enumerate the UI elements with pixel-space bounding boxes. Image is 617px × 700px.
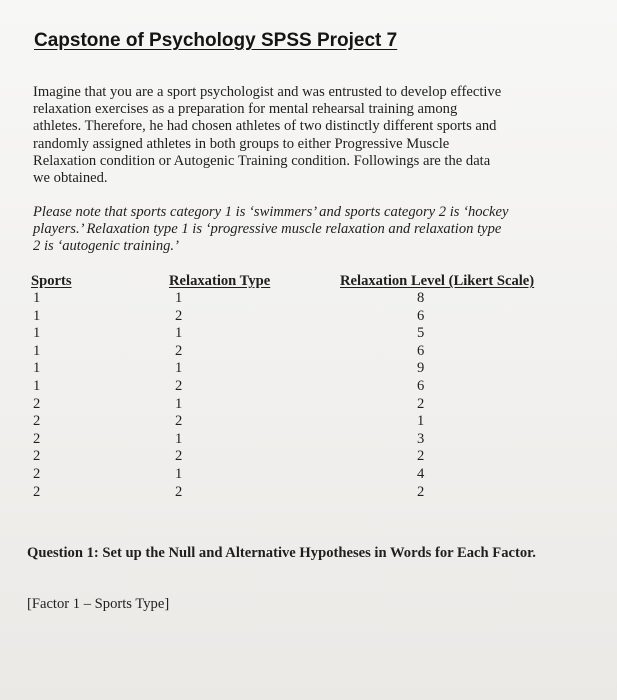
sports-cell: 2: [33, 483, 41, 500]
relaxation-cell: 2: [175, 413, 183, 430]
relaxation-cell: 2: [175, 377, 183, 394]
header-relaxation-level: Relaxation Level (Likert Scale): [340, 273, 535, 289]
sports-cell: 2: [33, 395, 41, 412]
relaxation-cell: 1: [175, 465, 183, 482]
intro-line: athletes. Therefore, he had chosen athletes of two distinctly different sports and: [33, 118, 497, 135]
relaxation-type-column: [175, 290, 182, 501]
relaxation-cell: 2: [175, 307, 183, 324]
level-cell: 5: [417, 325, 425, 342]
level-cell: 9: [417, 360, 425, 377]
level-cell: 6: [417, 342, 425, 359]
level-cell: 8: [417, 290, 425, 306]
level-cell: 2: [417, 395, 425, 412]
intro-line: Relaxation condition or Autogenic Training condition. Followings are the data: [33, 152, 491, 169]
intro-line: randomly assigned athletes in both groups to either Progressive Muscle: [33, 135, 450, 152]
relaxation-cell: 2: [175, 448, 183, 465]
factor-label: [Factor 1 – Sports Type]: [27, 596, 170, 612]
level-cell: 2: [417, 448, 425, 465]
header-relaxation-type: Relaxation Type: [169, 273, 271, 289]
sports-cell: 1: [33, 342, 41, 359]
sports-cell: 1: [33, 325, 41, 342]
intro-line: relaxation exercises as a preparation for mental rehearsal training among: [33, 101, 458, 118]
level-cell: 6: [417, 307, 425, 324]
relaxation-cell: 1: [175, 290, 183, 306]
note-line: players.’ Relaxation type 1 is ‘progressive muscle relaxation and relaxation type: [33, 221, 502, 238]
relaxation-cell: 1: [175, 325, 183, 342]
level-cell: 4: [417, 465, 425, 482]
note-line: Please note that sports category 1 is ‘swimmers’ and sports category 2 is ‘hockey: [33, 204, 509, 220]
relaxation-level-column: [417, 290, 424, 501]
sports-cell: 1: [33, 377, 41, 394]
sports-column: [33, 290, 40, 501]
sports-cell: 2: [33, 448, 41, 465]
note-line: 2 is ‘autogenic training.’: [33, 238, 179, 255]
sports-cell: 1: [33, 307, 41, 324]
header-sports: Sports: [31, 273, 72, 289]
question-1: Question 1: Set up the Null and Alternative Hypotheses in Words for Each Factor.: [27, 545, 536, 561]
level-cell: 6: [417, 377, 425, 394]
sports-cell: 1: [33, 290, 41, 306]
document-title: Capstone of Psychology SPSS Project 7: [34, 30, 398, 51]
intro-line: we obtained.: [33, 170, 108, 187]
sports-cell: 1: [33, 360, 41, 377]
relaxation-cell: 1: [175, 395, 183, 412]
sports-cell: 2: [33, 430, 41, 447]
level-cell: 1: [417, 413, 425, 430]
relaxation-cell: 1: [175, 360, 183, 377]
relaxation-cell: 2: [175, 342, 183, 359]
sports-cell: 2: [33, 413, 41, 430]
category-note: [33, 204, 563, 256]
relaxation-cell: 2: [175, 483, 183, 500]
sports-cell: 2: [33, 465, 41, 482]
level-cell: 3: [417, 430, 425, 447]
relaxation-cell: 1: [175, 430, 183, 447]
intro-paragraph: [33, 84, 553, 187]
intro-line: Imagine that you are a sport psychologist and was entrusted to develop effective: [33, 84, 502, 100]
level-cell: 2: [417, 483, 425, 500]
